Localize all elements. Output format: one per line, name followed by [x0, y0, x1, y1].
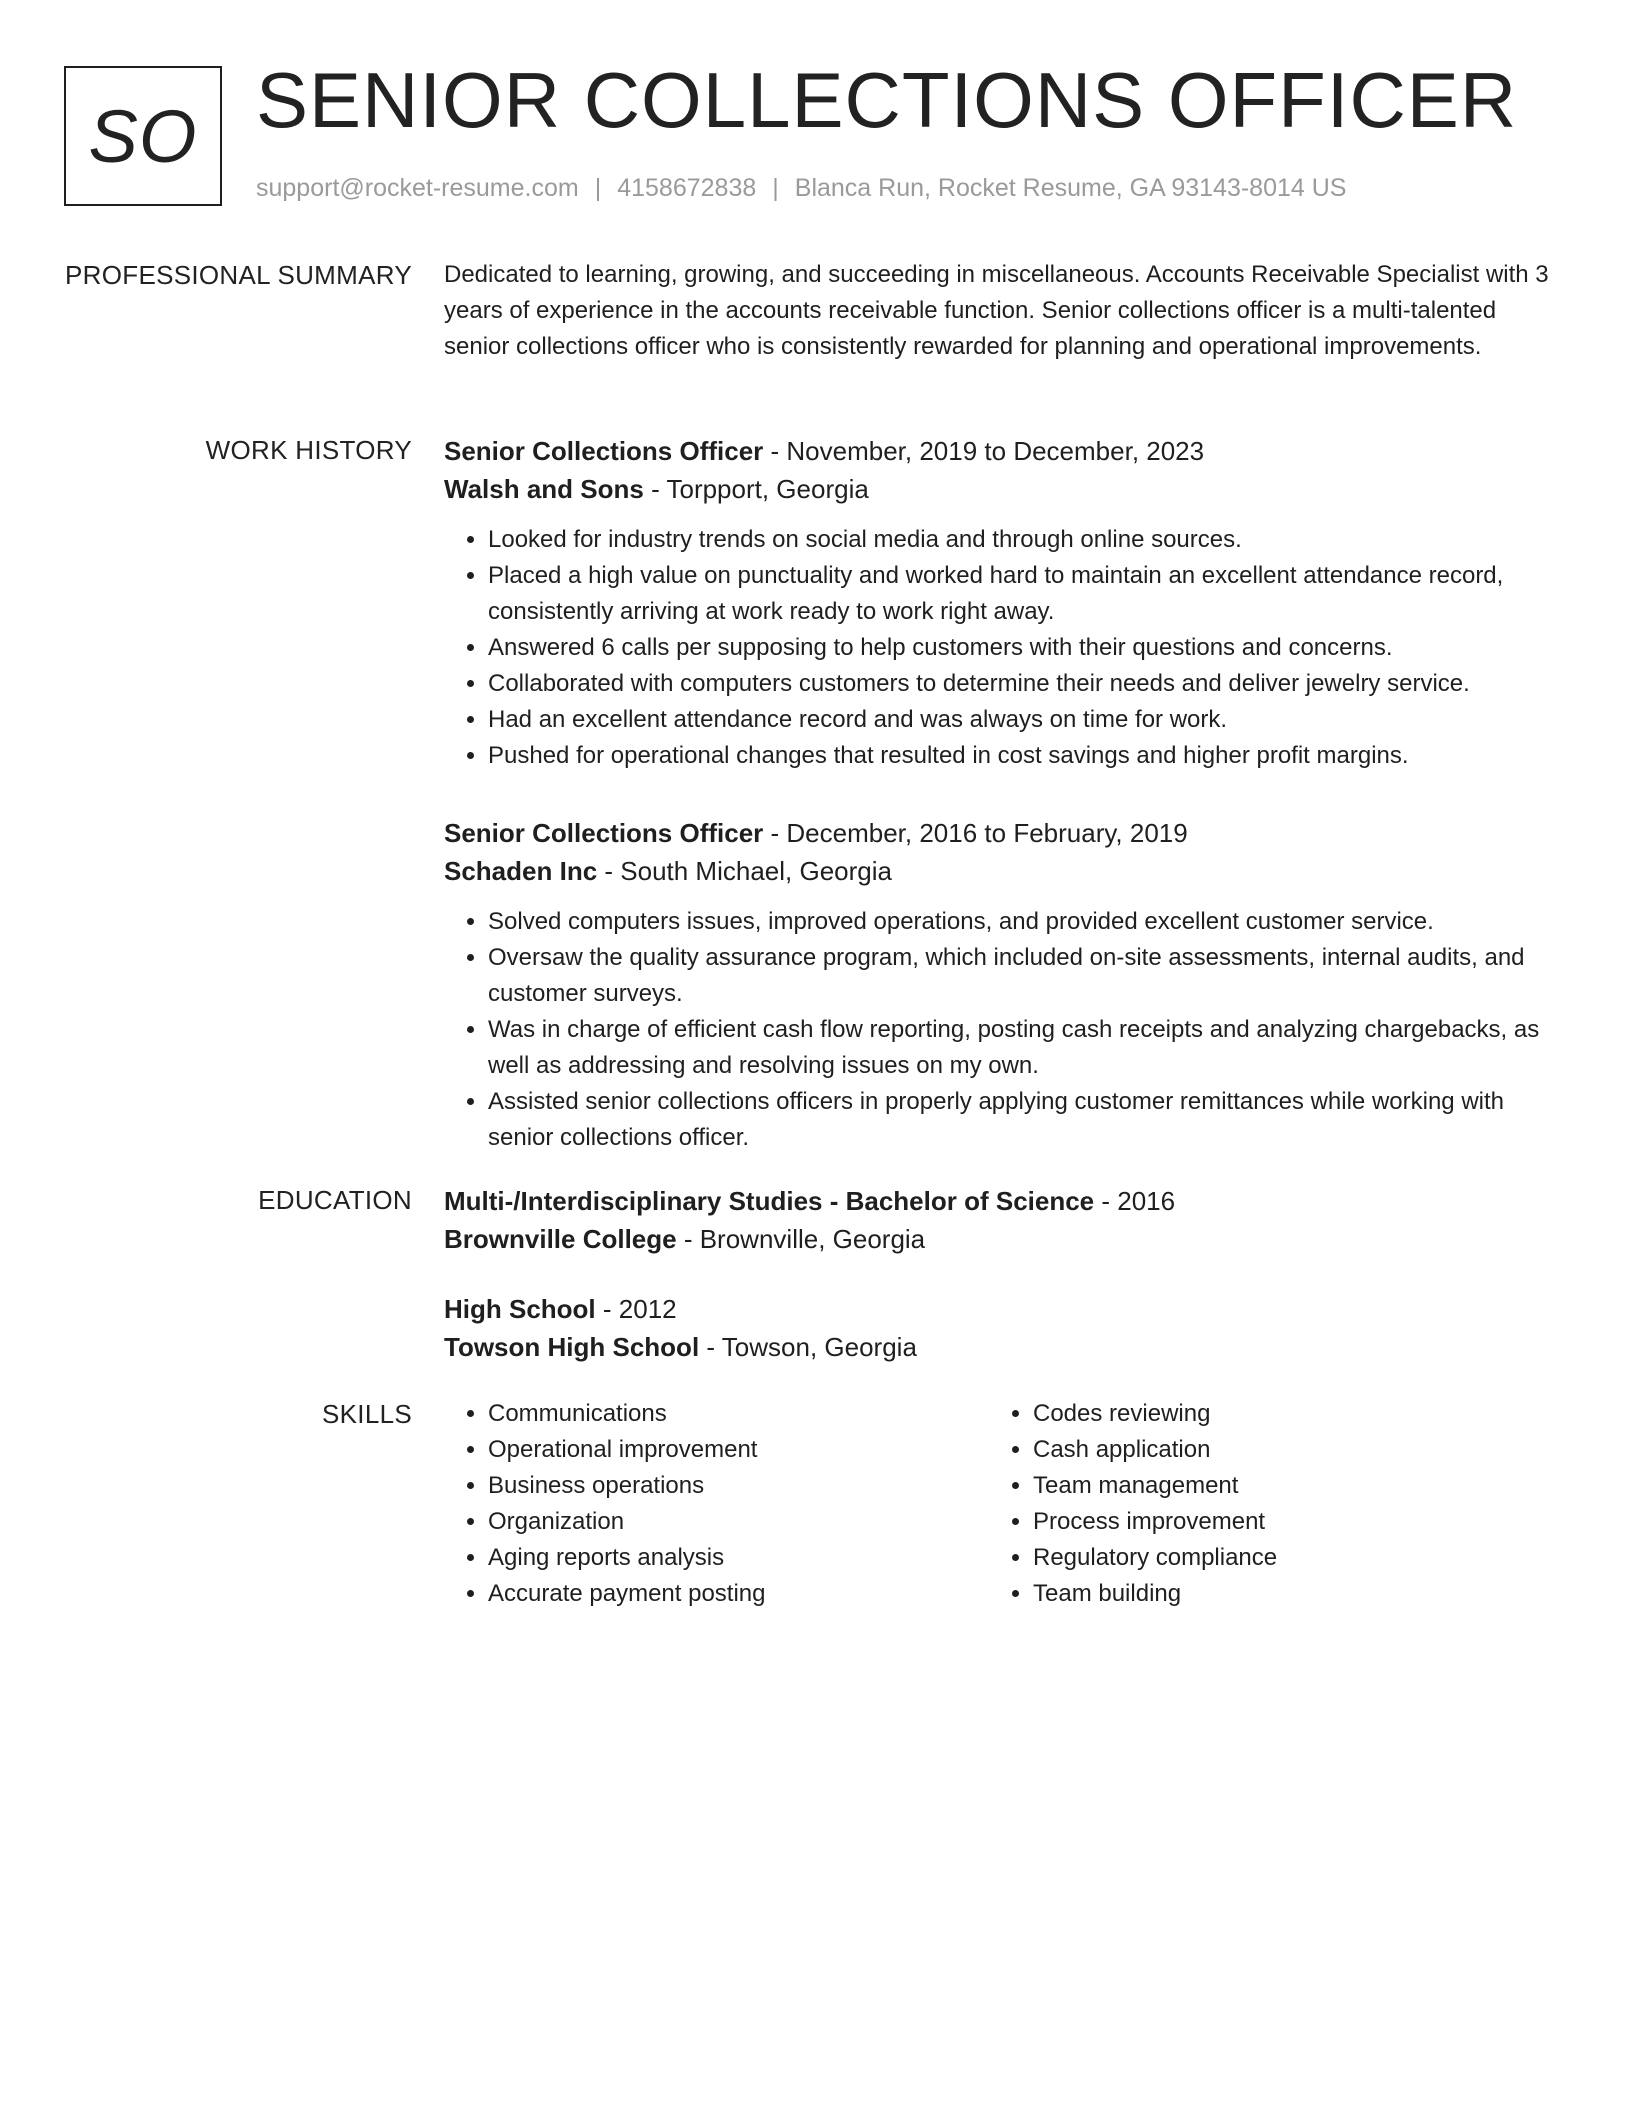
skill-item: • Codes reviewing — [1033, 1396, 1534, 1432]
skills-column-right — [989, 1396, 1534, 1612]
summary-section — [0, 257, 1632, 365]
skill-item: • Business operations — [488, 1468, 989, 1504]
job-bullet: • Had an excellent attendance record and was always on time for work. — [488, 702, 1554, 738]
skill-item: • Team building — [1033, 1576, 1534, 1612]
education-location: - Brownville, Georgia — [676, 1224, 926, 1254]
skill-item: • Organization — [488, 1504, 989, 1540]
education-entry — [444, 1290, 1554, 1366]
job-company-line — [444, 470, 1554, 508]
contact-address: Blanca Run, Rocket Resume, GA 93143-8014 US — [794, 174, 1347, 202]
education-degree-line — [444, 1290, 1554, 1328]
job-bullet: • Was in charge of efficient cash flow reporting, posting cash receipts and analyzing chargebacks, as well as addressing and resolving issues on my own. — [488, 1012, 1554, 1084]
summary-body — [444, 257, 1554, 365]
job-dates: - November, 2019 to December, 2023 — [763, 436, 1205, 466]
contact-separator: | — [594, 174, 602, 202]
job-bullets — [444, 522, 1554, 774]
job-company: Walsh and Sons — [444, 474, 644, 504]
education-degree-line — [444, 1182, 1554, 1220]
job-company-line — [444, 852, 1554, 890]
contact-email: support@rocket-resume.com — [256, 174, 579, 202]
contact-phone: 4158672838 — [617, 174, 757, 202]
job-role: Senior Collections Officer — [444, 818, 764, 848]
skills-body — [444, 1396, 1554, 1612]
skill-item: • Aging reports analysis — [488, 1540, 989, 1576]
education-body — [444, 1182, 1554, 1398]
skill-item: • Operational improvement — [488, 1432, 989, 1468]
job-bullet: • Looked for industry trends on social media and through online sources. — [488, 522, 1554, 558]
education-degree: High School — [444, 1294, 596, 1324]
page-title: SENIOR COLLECTIONS OFFICER — [256, 56, 1518, 144]
skills-section — [0, 1396, 1632, 1612]
education-entry — [444, 1182, 1554, 1258]
education-school-line — [444, 1220, 1554, 1258]
job-bullet: • Oversaw the quality assurance program, which included on-site assessments, internal audits, and customer surveys. — [488, 940, 1554, 1012]
job-role-line — [444, 814, 1554, 852]
job-bullets — [444, 904, 1554, 1156]
job-bullet: • Solved computers issues, improved operations, and provided excellent customer service. — [488, 904, 1554, 940]
education-location: - Towson, Georgia — [699, 1332, 917, 1362]
summary-text: Dedicated to learning, growing, and succeeding in miscellaneous. Accounts Receivable Specialist with 3 years of experience in the accounts receivable function. Senior collections officer is a multi-talented senior collections officer who is consistently rewarded for planning and operational improvements. — [444, 261, 1549, 360]
section-title-education: EDUCATION — [258, 1185, 412, 1215]
contact-line — [256, 174, 1346, 203]
job-entry — [444, 432, 1554, 774]
job-dates: - December, 2016 to February, 2019 — [763, 818, 1188, 848]
job-bullet: • Assisted senior collections officers in properly applying customer remittances while working with senior collections officer. — [488, 1084, 1554, 1156]
job-bullet: • Placed a high value on punctuality and worked hard to maintain an excellent attendance record, consistently arriving at work ready to work right away. — [488, 558, 1554, 630]
skills-list — [444, 1396, 989, 1612]
skill-item: • Accurate payment posting — [488, 1576, 989, 1612]
job-bullet: • Collaborated with computers customers to determine their needs and deliver jewelry service. — [488, 666, 1554, 702]
skill-item: • Process improvement — [1033, 1504, 1534, 1540]
education-school-line — [444, 1328, 1554, 1366]
education-section — [0, 1182, 1632, 1398]
section-title-skills: SKILLS — [322, 1399, 412, 1429]
job-role-line — [444, 432, 1554, 470]
skill-item: • Team management — [1033, 1468, 1534, 1504]
skills-list — [989, 1396, 1534, 1612]
section-title-work-history: WORK HISTORY — [205, 435, 412, 465]
education-degree: Multi-/Interdisciplinary Studies - Bachelor of Science — [444, 1186, 1095, 1216]
job-company: Schaden Inc — [444, 856, 598, 886]
job-location: - South Michael, Georgia — [597, 856, 892, 886]
education-year: - 2016 — [1094, 1186, 1176, 1216]
education-school: Towson High School — [444, 1332, 700, 1362]
monogram-badge: SO — [64, 66, 222, 206]
skills-column-left — [444, 1396, 989, 1612]
skill-item: • Regulatory compliance — [1033, 1540, 1534, 1576]
education-school: Brownville College — [444, 1224, 677, 1254]
job-location: - Torpport, Georgia — [643, 474, 869, 504]
skill-item: • Cash application — [1033, 1432, 1534, 1468]
contact-separator: | — [772, 174, 779, 202]
job-role: Senior Collections Officer — [444, 436, 764, 466]
work-history-section — [0, 432, 1632, 1196]
skill-item: • Communications — [488, 1396, 989, 1432]
job-bullet: • Answered 6 calls per supposing to help customers with their questions and concerns. — [488, 630, 1554, 666]
job-bullet: • Pushed for operational changes that resulted in cost savings and higher profit margins. — [488, 738, 1554, 774]
job-entry — [444, 814, 1554, 1156]
section-title-summary: PROFESSIONAL SUMMARY — [65, 260, 412, 290]
work-history-body — [444, 432, 1554, 1196]
education-year: - 2012 — [595, 1294, 677, 1324]
